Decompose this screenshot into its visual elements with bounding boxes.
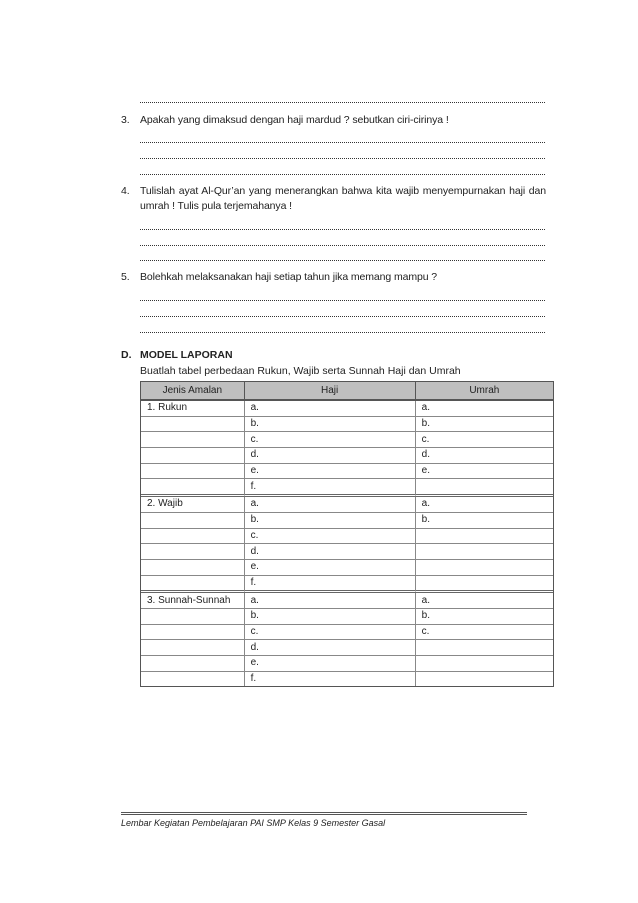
cell-haji[interactable]: f. xyxy=(245,672,416,687)
page-footer: Lembar Kegiatan Pembelajaran PAI SMP Kelas 9 Semester Gasal xyxy=(121,818,386,828)
cell-haji[interactable]: a. xyxy=(245,401,416,417)
cell-haji[interactable]: f. xyxy=(245,479,416,497)
cell-haji[interactable]: d. xyxy=(245,544,416,560)
cell-haji[interactable]: e. xyxy=(245,464,416,480)
cell-haji[interactable]: e. xyxy=(245,656,416,672)
table-row xyxy=(141,609,553,625)
question-number: 3. xyxy=(121,114,130,126)
comparison-table xyxy=(140,381,554,687)
section-title: MODEL LAPORAN xyxy=(140,349,233,361)
cell-haji[interactable]: a. xyxy=(245,497,416,513)
table-row xyxy=(141,656,553,672)
table-row xyxy=(141,576,553,594)
table-row xyxy=(141,464,553,480)
cell-umrah[interactable]: a. xyxy=(416,593,553,609)
cell-umrah[interactable] xyxy=(416,640,553,656)
header-jenis-amalan: Jenis Amalan xyxy=(141,382,245,401)
table-row xyxy=(141,560,553,576)
table-row xyxy=(141,544,553,560)
answer-line[interactable] xyxy=(140,288,545,301)
answer-line[interactable] xyxy=(140,146,545,159)
cell-jenis-amalan[interactable] xyxy=(141,576,245,594)
cell-jenis-amalan[interactable] xyxy=(141,479,245,497)
cell-umrah[interactable] xyxy=(416,560,553,576)
cell-umrah[interactable]: a. xyxy=(416,497,553,513)
cell-haji[interactable]: c. xyxy=(245,432,416,448)
question-3 xyxy=(121,113,546,128)
cell-haji[interactable]: b. xyxy=(245,609,416,625)
section-instruction: Buatlah tabel perbedaan Rukun, Wajib serta Sunnah Haji dan Umrah xyxy=(140,365,461,377)
cell-umrah[interactable] xyxy=(416,529,553,545)
answer-line[interactable] xyxy=(140,130,545,143)
table-row xyxy=(141,497,553,513)
question-number: 4. xyxy=(121,185,130,197)
cell-jenis-amalan[interactable] xyxy=(141,529,245,545)
cell-jenis-amalan[interactable] xyxy=(141,544,245,560)
cell-jenis-amalan[interactable] xyxy=(141,656,245,672)
header-haji: Haji xyxy=(245,382,416,401)
question-text: Apakah yang dimaksud dengan haji mardud ? sebutkan ciri-cirinya ! xyxy=(140,114,449,126)
cell-haji[interactable]: f. xyxy=(245,576,416,594)
question-text: Bolehkah melaksanakan haji setiap tahun jika memang mampu ? xyxy=(140,271,438,283)
footer-divider xyxy=(121,812,527,815)
cell-haji[interactable]: b. xyxy=(245,417,416,433)
cell-jenis-amalan[interactable] xyxy=(141,609,245,625)
cell-jenis-amalan[interactable] xyxy=(141,448,245,464)
table-row xyxy=(141,448,553,464)
table-row xyxy=(141,625,553,641)
section-number: D. xyxy=(121,349,132,361)
cell-umrah[interactable]: b. xyxy=(416,609,553,625)
cell-jenis-amalan[interactable] xyxy=(141,417,245,433)
question-5 xyxy=(121,270,546,285)
cell-haji[interactable]: d. xyxy=(245,448,416,464)
cell-umrah[interactable]: b. xyxy=(416,417,553,433)
cell-umrah[interactable]: b. xyxy=(416,513,553,529)
cell-jenis-amalan[interactable]: 1. Rukun xyxy=(141,401,245,417)
cell-jenis-amalan[interactable] xyxy=(141,513,245,529)
answer-line[interactable] xyxy=(140,304,545,317)
answer-line[interactable] xyxy=(140,162,545,175)
cell-jenis-amalan[interactable] xyxy=(141,464,245,480)
cell-umrah[interactable]: c. xyxy=(416,625,553,641)
cell-umrah[interactable]: a. xyxy=(416,401,553,417)
table-header-row xyxy=(141,382,553,401)
cell-umrah[interactable] xyxy=(416,672,553,687)
cell-haji[interactable]: a. xyxy=(245,593,416,609)
table-row xyxy=(141,479,553,497)
cell-jenis-amalan[interactable]: 2. Wajib xyxy=(141,497,245,513)
cell-umrah[interactable] xyxy=(416,544,553,560)
cell-umrah[interactable] xyxy=(416,576,553,594)
cell-umrah[interactable]: e. xyxy=(416,464,553,480)
cell-jenis-amalan[interactable] xyxy=(141,432,245,448)
table-row xyxy=(141,672,553,687)
cell-jenis-amalan[interactable] xyxy=(141,672,245,687)
cell-umrah[interactable] xyxy=(416,479,553,497)
answer-line[interactable] xyxy=(140,233,545,246)
table-row xyxy=(141,640,553,656)
table-row xyxy=(141,513,553,529)
cell-jenis-amalan[interactable] xyxy=(141,625,245,641)
cell-haji[interactable]: e. xyxy=(245,560,416,576)
cell-jenis-amalan[interactable] xyxy=(141,560,245,576)
table-row xyxy=(141,401,553,417)
table-row xyxy=(141,432,553,448)
answer-line[interactable] xyxy=(140,248,545,261)
question-text: Tulislah ayat Al-Qur’an yang menerangkan bahwa kita wajib menyempurnakan haji dan umrah ! Tulis pula terjemahanya ! xyxy=(140,185,546,212)
answer-line[interactable] xyxy=(140,320,545,333)
header-umrah: Umrah xyxy=(416,382,553,401)
table-row xyxy=(141,593,553,609)
cell-umrah[interactable]: d. xyxy=(416,448,553,464)
cell-haji[interactable]: b. xyxy=(245,513,416,529)
cell-umrah[interactable]: c. xyxy=(416,432,553,448)
question-4 xyxy=(121,184,546,214)
table-row xyxy=(141,417,553,433)
cell-haji[interactable]: c. xyxy=(245,625,416,641)
answer-line[interactable] xyxy=(140,90,545,103)
cell-haji[interactable]: d. xyxy=(245,640,416,656)
question-number: 5. xyxy=(121,271,130,283)
cell-haji[interactable]: c. xyxy=(245,529,416,545)
table-row xyxy=(141,529,553,545)
cell-jenis-amalan[interactable] xyxy=(141,640,245,656)
answer-line[interactable] xyxy=(140,217,545,230)
cell-umrah[interactable] xyxy=(416,656,553,672)
cell-jenis-amalan[interactable]: 3. Sunnah-Sunnah xyxy=(141,593,245,609)
